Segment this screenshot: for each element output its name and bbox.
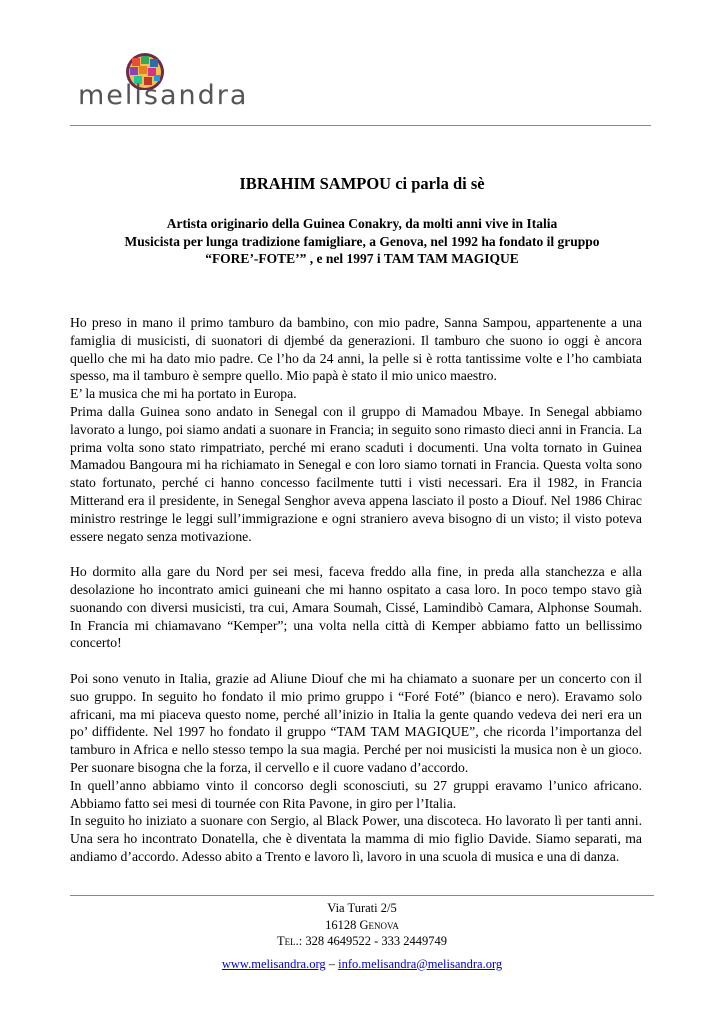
subtitle-line: “FORE’-FOTE’” , e nel 1997 i TAM TAM MAGIQUE <box>205 251 519 266</box>
paragraph: Ho preso in mano il primo tamburo da bambino, con mio padre, Sanna Sampou, appartenente a una famiglia di musicisti, di suonatori di djembé da generazioni. Il tamburo che suono io oggi è ancora quello che mi ha dato mio padre. Ce l’ho da 24 anni, la pelle si è rotta tantissime volte e l’ho cambiata spesso, ma il tamburo è sempre quello. Mio papà è stato il mio unico maestro. <box>70 315 642 384</box>
article-body <box>70 314 642 866</box>
footer-phone <box>70 933 654 950</box>
paragraph: Poi sono venuto in Italia, grazie ad Aliune Diouf che mi ha chiamato a suonare per un concerto con il suo gruppo. In seguito ho fondato il mio primo gruppo i “Foré Foté” (bianco e nero). Eravamo solo africani, ma mi piaceva questo nome, perché all’inizio in Italia la gente quando vedeva dei neri era un po’ diffidente. Nel 1997 ho fondato il gruppo “TAM TAM MAGIQUE”, che ricorda l’importanza del tamburo in Africa e nello stesso tempo la sua magia. Perché per noi musicisti la musica non è un gioco. Per suonare bisogna che la forza, il cervello e il cuore vadano d’accordo. <box>70 670 642 775</box>
paragraph: Prima dalla Guinea sono andato in Senegal con il gruppo di Mamadou Mbaye. In Senegal abbiamo lavorato a lungo, poi siamo andati a suonare in Francia; in seguito sono rimasto dieci anni in Francia. La prima volta sono stato rimpatriato, perché mi erano scaduti i documenti. Una volta tornato in Guinea Mamadou Bangoura mi ha richiamato in Senegal e con loro siamo tornati in Francia. Questa volta sono stato fortunato, perché ci hanno concesso facilmente tutti i visti necessari. Era il 1982, in Francia Mitterand era il presidente, in Senegal Senghor aveva appena lasciato il posto a Diouf. Nel 1986 Chirac ministro restringe le leggi sull’immigrazione e ogni straniero aveva bisogno di un visto; il visto poteva essere negato senza motivazione. <box>70 403 642 544</box>
footer-cap: 16128 <box>325 917 360 932</box>
paragraph: E’ la musica che mi ha portato in Europa. <box>70 386 297 402</box>
melisandra-logo <box>78 50 248 122</box>
footer-tel-label: Tel. <box>276 934 299 948</box>
paragraph: Ho dormito alla gare du Nord per sei mesi, faceva freddo alla fine, in preda alla stanchezza e alla desolazione ho incontrato amici guineani che mi hanno ospitato a casa loro. In poco tempo stavo già suonando con diversi musicisti, tra cui, Amara Soumah, Cissé, Lamindibò Camara, Alphonse Soumah. In Francia mi chiamavano “Kemper”; una volta nella città di Kemper abbiamo fatto un bellissimo concerto! <box>70 564 642 651</box>
paragraph: In seguito ho iniziato a suonare con Sergio, al Black Power, una discoteca. Ho lavorato lì per tanti anni. Una sera ho incontrato Donatella, che è diventata la mamma di mio figlio Davide. Siamo separati, ma andiamo d’accordo. Adesso abito a Trento e lavoro lì, lavoro in una scuola di musica e una di danza. <box>70 813 642 864</box>
website-link[interactable]: www.melisandra.org <box>221 956 326 971</box>
link-separator: – <box>325 956 339 971</box>
header-divider <box>70 125 651 126</box>
logo-wordmark: melisandra <box>78 80 249 111</box>
footer-tel-number: : 328 4649522 - 333 2449749 <box>298 934 448 948</box>
footer-divider <box>70 895 654 896</box>
footer <box>70 900 654 972</box>
footer-city <box>70 917 654 934</box>
email-link[interactable]: info.melisandra@melisandra.org <box>338 956 503 971</box>
paragraph-gap <box>70 545 642 563</box>
footer-links <box>70 956 654 973</box>
subtitle-block <box>70 215 654 268</box>
subtitle-line: Musicista per lunga tradizione famigliare, a Genova, nel 1992 ha fondato il gruppo <box>124 233 600 249</box>
paragraph-gap <box>70 652 642 670</box>
subtitle-line: Artista originario della Guinea Conakry, da molti anni vive in Italia <box>166 216 558 231</box>
footer-address: Via Turati 2/5 <box>327 901 397 915</box>
footer-city-name: Genova <box>359 917 399 932</box>
page-title: IBRAHIM SAMPOU ci parla di sè <box>239 174 485 193</box>
paragraph: In quell’anno abbiamo vinto il concorso degli sconosciuti, su 27 gruppi eravamo l’unico africano. Abbiamo fatto sei mesi di tournée con Rita Pavone, in giro per l’Italia. <box>70 777 642 811</box>
